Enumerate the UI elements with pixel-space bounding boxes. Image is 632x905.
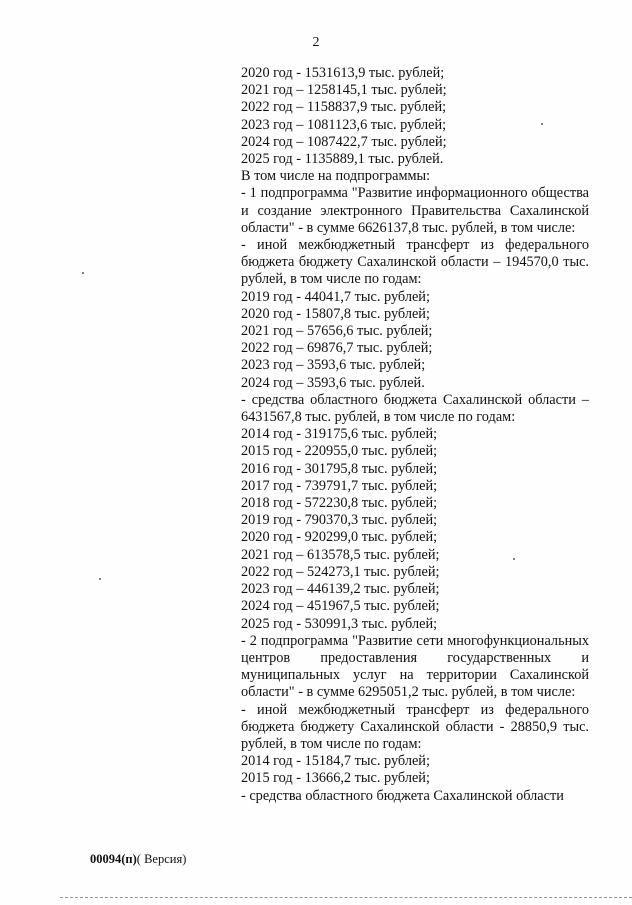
text-line: 2020 год - 920299,0 тыс. рублей; <box>241 529 438 546</box>
text-line: 2024 год – 451967,5 тыс. рублей; <box>241 598 440 615</box>
text-paragraph: - иной межбюджетный трансферт из федерального бюджета бюджету Сахалинской области – 194570,0 тыс. рублей, в том числе по годам: <box>241 237 589 288</box>
text-line: 2019 год - 44041,7 тыс. рублей; <box>241 288 430 305</box>
footer-version: ( Версия) <box>136 852 187 866</box>
page-number: 2 <box>312 35 320 50</box>
text-line: 2017 год - 739791,7 тыс. рублей; <box>241 477 438 494</box>
text-line: В том числе на подпрограммы: <box>241 168 431 185</box>
text-line: 2014 год - 319175,6 тыс. рублей; <box>241 426 438 443</box>
text-paragraph: - средства областного бюджета Сахалинской области – 6431567,8 тыс. рублей, в том числе по годам: <box>241 391 589 426</box>
scan-speck <box>99 578 101 580</box>
text-line: 2023 год – 446139,2 тыс. рублей; <box>241 581 440 598</box>
scan-speck <box>82 272 84 274</box>
text-line: 2016 год - 301795,8 тыс. рублей; <box>241 460 438 477</box>
body-text <box>241 65 589 805</box>
text-line: 2025 год - 1135889,1 тыс. рублей. <box>241 151 444 168</box>
text-line: 2021 год – 1258145,1 тыс. рублей; <box>241 82 447 99</box>
footer-doc-code <box>90 852 186 867</box>
text-line: 2023 год – 1081123,6 тыс. рублей; <box>241 116 447 133</box>
text-line: 2019 год - 790370,3 тыс. рублей; <box>241 512 438 529</box>
footer-code: 00094(п) <box>90 852 137 866</box>
text-line: 2025 год - 530991,3 тыс. рублей; <box>241 615 438 632</box>
text-line: 2024 год – 1087422,7 тыс. рублей; <box>241 133 447 150</box>
text-line: 2015 год - 220955,0 тыс. рублей; <box>241 443 438 460</box>
scan-speck <box>513 558 515 560</box>
text-line: 2022 год – 524273,1 тыс. рублей; <box>241 563 440 580</box>
text-line: - средства областного бюджета Сахалинской области <box>241 787 564 804</box>
text-line: 2014 год - 15184,7 тыс. рублей; <box>241 753 430 770</box>
text-line: 2023 год – 3593,6 тыс. рублей; <box>241 357 426 374</box>
text-line: 2018 год - 572230,8 тыс. рублей; <box>241 495 438 512</box>
text-line: 2020 год - 1531613,9 тыс. рублей; <box>241 65 445 81</box>
text-line: 2024 год – 3593,6 тыс. рублей. <box>241 374 425 391</box>
text-line: 2021 год – 613578,5 тыс. рублей; <box>241 546 440 563</box>
text-paragraph: - 1 подпрограмма "Развитие информационного общества и создание электронного Правительства Сахалинской области" - в сумме 6626137,8 тыс. рублей, в том числе: <box>241 185 589 236</box>
text-paragraph: - 2 подпрограмма "Развитие сети многофункциональных центров предоставления государственных и муниципальных услуг на территории Сахалинской области" - в сумме 6295051,2 тыс. рублей, в том числе: <box>241 632 589 701</box>
text-paragraph: - иной межбюджетный трансферт из федерального бюджета бюджету Сахалинской области - 28850,9 тыс. рублей, в том числе по годам: <box>241 701 589 752</box>
scan-edge-line <box>60 897 632 898</box>
text-line: 2021 год – 57656,6 тыс. рублей; <box>241 323 433 340</box>
text-line: 2022 год – 69876,7 тыс. рублей; <box>241 340 433 357</box>
scan-speck <box>541 123 543 125</box>
text-line: 2015 год - 13666,2 тыс. рублей; <box>241 770 430 787</box>
text-line: 2020 год - 15807,8 тыс. рублей; <box>241 305 430 322</box>
text-line: 2022 год – 1158837,9 тыс. рублей; <box>241 99 447 116</box>
